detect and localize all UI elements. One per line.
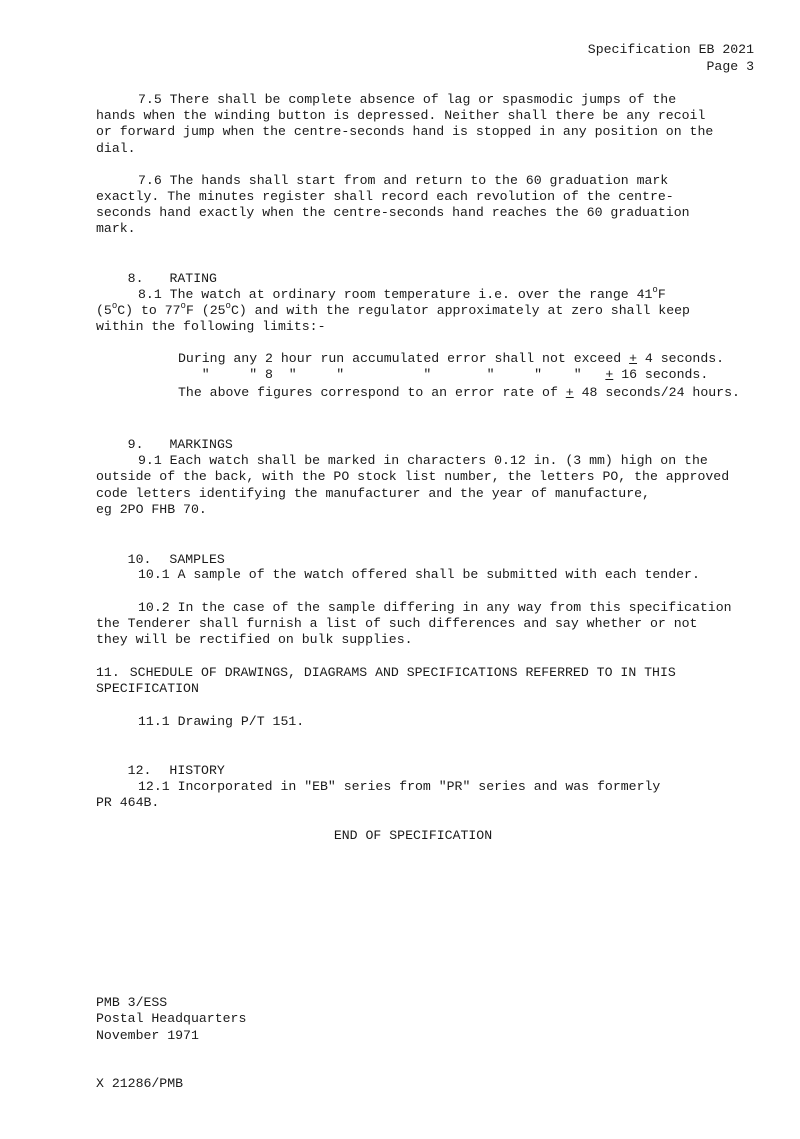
plus-minus-symbol: + (605, 367, 614, 382)
paragraph-line: dial. (96, 141, 136, 156)
limit-row: During any 2 hour run accumulated error shall not exceed + 4 seconds. (178, 351, 725, 366)
paragraph-line: hands when the winding button is depressed. Neither shall there be any recoil (96, 108, 706, 123)
section-heading-line (96, 665, 676, 682)
degree-symbol: o (111, 300, 118, 311)
paragraph-10-1: 10.1 A sample of the watch offered shall be submitted with each tender. (138, 567, 700, 582)
plus-minus-symbol: + (629, 351, 638, 366)
paragraph-11-1: 11.1 Drawing P/T 151. (138, 714, 305, 729)
section-title: MARKINGS (169, 436, 233, 452)
footer-date: November 1971 (96, 1028, 199, 1043)
paragraph-line: (5$^o$C) to 77$^o$F (25$^o$C) and with the regulator approximately at zero shall keep (96, 300, 690, 318)
spec-reference: Specification EB 2021 (587, 42, 754, 57)
paragraph-line: 12.1 Incorporated in "EB" series from "PR" series and was formerly (138, 779, 661, 794)
section-number: 12. (127, 762, 152, 778)
degree-symbol: o (180, 300, 186, 311)
limit-row: The above figures correspond to an error rate of + 48 seconds/24 hours. (178, 385, 740, 400)
degree-symbol: o (652, 284, 658, 295)
section-number: 10. (127, 551, 152, 567)
paragraph-line: they will be rectified on bulk supplies. (96, 632, 413, 647)
section-title: SCHEDULE OF DRAWINGS, DIAGRAMS AND SPECIFICATIONS REFERRED TO IN THIS (129, 665, 676, 680)
paragraph-line: mark. (96, 221, 136, 236)
section-number: 9. (127, 436, 144, 452)
paragraph-line: 8.1 The watch at ordinary room temperature i.e. over the range 41$^o$F (138, 284, 666, 302)
plus-minus-symbol: + (565, 385, 574, 400)
paragraph-line: seconds hand exactly when the centre-seconds hand reaches the 60 graduation (96, 205, 690, 220)
paragraph-line: code letters identifying the manufacturer and the year of manufacture, (96, 486, 650, 501)
paragraph-line: 9.1 Each watch shall be marked in characters 0.12 in. (3 mm) high on the (138, 453, 708, 468)
limit-row: " " 8 " " " " " " + 16 seconds. (178, 367, 709, 382)
degree-symbol: o (225, 300, 231, 311)
paragraph-line: PR 464B. (96, 795, 160, 810)
paragraph-line: 10.2 In the case of the sample differing in any way from this specification (138, 600, 732, 615)
section-number: 11. (96, 665, 120, 680)
section-title: SAMPLES (169, 551, 225, 567)
end-of-specification: END OF SPECIFICATION (333, 828, 493, 843)
section-number: 8. (127, 270, 144, 286)
page-number: Page 3 (706, 59, 754, 74)
paragraph-line: 7.5 There shall be complete absence of lag or spasmodic jumps of the (138, 92, 677, 107)
paragraph-line: outside of the back, with the PO stock list number, the letters PO, the approved (96, 469, 730, 484)
paragraph-line: the Tenderer shall furnish a list of such differences and say whether or not (96, 616, 698, 631)
section-title: HISTORY (169, 762, 225, 778)
footer-reference: X 21286/PMB (96, 1076, 184, 1091)
paragraph-line: 7.6 The hands shall start from and return to the 60 graduation mark (138, 173, 669, 188)
paragraph-line: exactly. The minutes register shall record each revolution of the centre- (96, 189, 674, 204)
paragraph-line: or forward jump when the centre-seconds hand is stopped in any position on the (96, 124, 714, 139)
paragraph-line: eg 2PO FHB 70. (96, 502, 207, 517)
section-heading-line: SPECIFICATION (96, 681, 199, 696)
footer-line: PMB 3/ESS (96, 995, 168, 1010)
section-title: RATING (169, 270, 217, 286)
paragraph-line: within the following limits:- (96, 319, 326, 334)
footer-line: Postal Headquarters (96, 1011, 247, 1026)
